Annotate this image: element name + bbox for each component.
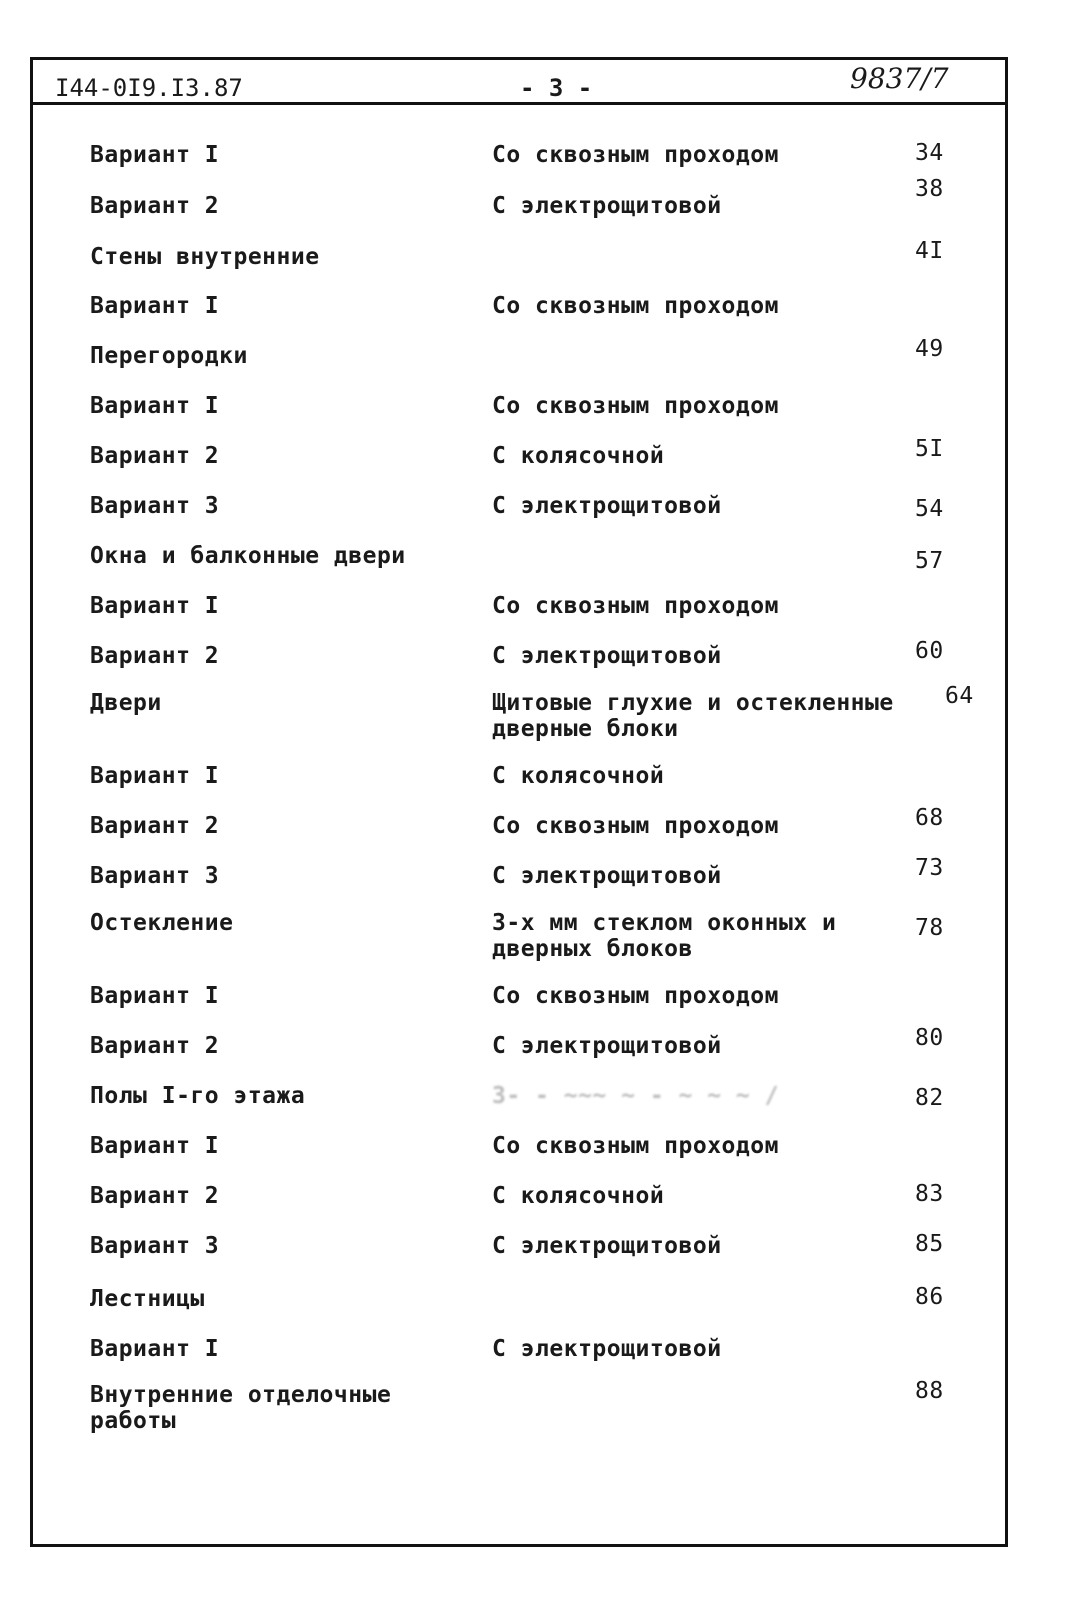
page-ref: 54 xyxy=(915,496,944,522)
section-description: С электрощитовой xyxy=(492,863,722,889)
page-number: - 3 - xyxy=(520,74,593,102)
section-description: Со сквозным проходом xyxy=(492,813,779,839)
section-description: Со сквозным проходом xyxy=(492,293,779,319)
section-title: Полы I-го этажа xyxy=(90,1083,306,1109)
section-description: С электрощитовой xyxy=(492,193,722,219)
section-description: Со сквозным проходом xyxy=(492,1133,779,1159)
section-title: Вариант I xyxy=(90,1336,220,1362)
section-title: Внутренние отделочные работы xyxy=(90,1382,392,1434)
section-description: С колясочной xyxy=(492,1183,665,1209)
section-title: Двери xyxy=(90,690,162,716)
section-description: 3-х мм стеклом оконных и дверных блоков xyxy=(492,910,837,962)
page-ref: 88 xyxy=(915,1378,944,1404)
page-ref: 38 xyxy=(915,176,944,202)
page-ref: 83 xyxy=(915,1181,944,1207)
section-title: Перегородки xyxy=(90,343,248,369)
section-title: Вариант 2 xyxy=(90,1183,220,1209)
section-title: Стены внутренние xyxy=(90,244,320,270)
header-divider xyxy=(30,102,1008,105)
section-title: Вариант 2 xyxy=(90,193,220,219)
section-description: Со сквозным проходом xyxy=(492,393,779,419)
page-ref: 49 xyxy=(915,336,944,362)
section-description: С электрощитовой xyxy=(492,493,722,519)
page-ref: 60 xyxy=(915,638,944,664)
section-description: С электрощитовой xyxy=(492,1233,722,1259)
page-ref: 82 xyxy=(915,1085,944,1111)
section-description: С электрощитовой xyxy=(492,643,722,669)
section-description: Щитовые глухие и остекленные дверные блоки xyxy=(492,690,894,742)
page-ref: 5I xyxy=(915,436,944,462)
section-title: Вариант 3 xyxy=(90,1233,220,1259)
page-ref: 64 xyxy=(945,683,974,709)
section-title: Вариант 3 xyxy=(90,493,220,519)
section-description: С электрощитовой xyxy=(492,1336,722,1362)
section-title: Вариант I xyxy=(90,763,220,789)
section-description: Со сквозным проходом xyxy=(492,593,779,619)
document-code: I44-0I9.I3.87 xyxy=(55,74,243,102)
section-title: Вариант I xyxy=(90,293,220,319)
section-description: С колясочной xyxy=(492,443,665,469)
page-ref: 34 xyxy=(915,140,944,166)
section-title: Лестницы xyxy=(90,1286,205,1312)
section-description: Со сквозным проходом xyxy=(492,983,779,1009)
page-ref: 80 xyxy=(915,1025,944,1051)
section-title: Вариант 2 xyxy=(90,1033,220,1059)
section-description: С электрощитовой xyxy=(492,1033,722,1059)
section-title: Вариант 2 xyxy=(90,443,220,469)
section-title: Вариант 3 xyxy=(90,863,220,889)
section-title: Вариант 2 xyxy=(90,813,220,839)
page-ref: 73 xyxy=(915,855,944,881)
section-title: Остекление xyxy=(90,910,234,936)
section-title: Вариант I xyxy=(90,142,220,168)
sheet-number: 9837/7 xyxy=(850,62,949,95)
section-description: Со сквозным проходом xyxy=(492,142,779,168)
section-description: С колясочной xyxy=(492,763,665,789)
section-title: Вариант I xyxy=(90,1133,220,1159)
section-description: 3- - ~~~ ~ - ~ ~ ~ / xyxy=(492,1083,779,1109)
page-ref: 68 xyxy=(915,805,944,831)
page-ref: 78 xyxy=(915,915,944,941)
section-title: Вариант 2 xyxy=(90,643,220,669)
page-ref: 4I xyxy=(915,238,944,264)
page-ref: 57 xyxy=(915,548,944,574)
page-ref: 86 xyxy=(915,1284,944,1310)
section-title: Вариант I xyxy=(90,983,220,1009)
section-title: Окна и балконные двери xyxy=(90,543,406,569)
page-ref: 85 xyxy=(915,1231,944,1257)
section-title: Вариант I xyxy=(90,593,220,619)
page-frame xyxy=(30,57,1008,1547)
section-title: Вариант I xyxy=(90,393,220,419)
